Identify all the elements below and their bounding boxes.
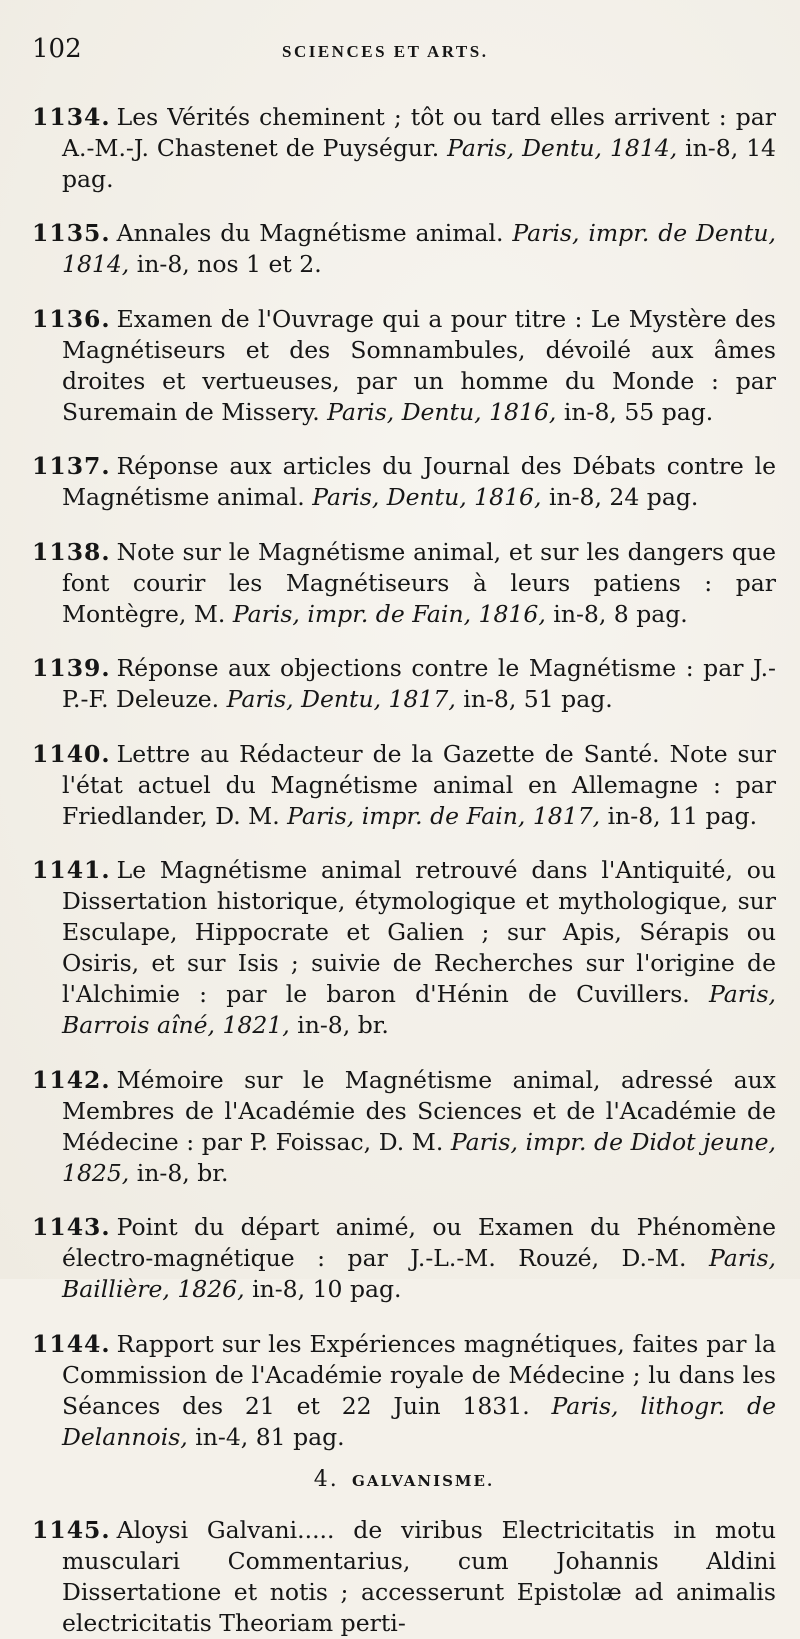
entry-text: Point du départ animé, ou Examen du Phénomène électro-magnétique : par J.-L.-M. Rouzé, D.-M. [62,1213,776,1272]
entry-number: 1141. [32,856,111,884]
entry-number: 1142. [32,1065,111,1094]
entry-number: 1135. [32,219,111,247]
bibliography-entry [32,218,776,280]
bibliography-entry [32,1329,776,1453]
entry-number: 1137. [32,452,111,480]
entry-imprint: Paris, Dentu, 1814, [447,133,678,162]
entry-text: Lettre au Rédacteur de la Gazette de Santé. Note sur l'état actuel du Magnétisme animal en Allemagne : par Friedlander, D. M. [62,739,776,830]
entry-details: in-8, 8 pag. [553,599,688,628]
entry-text: Rapport sur les Expériences magnétiques, faites par la Commission de l'Académie royale de Médecine ; lu dans les Séances des 21 et 22 Juin 1831. [62,1329,776,1420]
entry-text: Le Magnétisme animal retrouvé dans l'Antiquité, ou Dissertation historique, étymologique et mythologique, sur Esculape, Hippocrate et Galien ; sur Apis, Sérapis ou Osiris, et sur Isis ; suivie de Recherches sur l'origine de l'Alchimie : par le baron d'Hénin de Cuvillers. [62,856,776,1008]
entry-number: 1145. [32,1516,111,1544]
entry-details: in-8, 11 pag. [607,801,758,830]
entry-details: in-8, 55 pag. [563,397,714,426]
entry-text: Mémoire sur le Magnétisme animal, adressé aux Membres de l'Académie des Sciences et de l'Académie de Médecine : par P. Foissac, D. M. [62,1065,776,1156]
section-number: 4. [313,1466,339,1492]
entry-details: in-8, br. [136,1158,229,1187]
entry-details: in-8, nos 1 et 2. [136,250,322,278]
running-head [32,34,776,78]
entry-number: 1143. [32,1213,111,1241]
section-title: GALVANISME. [352,1471,495,1490]
entry-number: 1136. [32,304,111,333]
entry-number: 1138. [32,537,111,566]
entry-number: 1139. [32,654,111,682]
entry-imprint: Paris, Baillière, 1826, [62,1244,776,1303]
bibliography-entry [32,102,776,195]
entry-number: 1144. [32,1329,111,1358]
bibliography-entry [32,1065,776,1189]
section-heading [32,1467,776,1492]
bibliography-entry [32,1212,776,1305]
entry-text: Annales du Magnétisme animal. [116,219,504,247]
page-number: 102 [32,34,82,64]
entry-imprint: Paris, Barrois aîné, 1821, [62,980,776,1039]
bibliography-list [32,102,776,1453]
bibliography-entry [32,451,776,513]
bibliography-entry [32,739,776,832]
entry-details: in-8, 14 pag. [62,133,776,193]
entry-text: Examen de l'Ouvrage qui a pour titre : Le Mystère des Magnétiseurs et des Somnambules, dévoilé aux âmes droites et vertueuses, par un homme du Monde : par Suremain de Missery. [62,304,776,426]
entry-details: in-8, 51 pag. [463,685,613,713]
entry-imprint: Paris, impr. de Fain, 1816, [232,599,546,628]
entry-imprint: Paris, Dentu, 1817, [226,685,456,713]
bibliography-entry [32,855,776,1041]
entry-imprint: Paris, Dentu, 1816, [327,397,557,426]
entry-imprint: Paris, impr. de Fain, 1817, [287,801,601,830]
entry-text: Les Vérités cheminent ; tôt ou tard elles arrivent : par A.-M.-J. Chastenet de Puységur. [62,102,776,162]
running-title: SCIENCES ET ARTS. [282,42,489,61]
entry-number: 1140. [32,739,111,768]
bibliography-entry [32,537,776,630]
entry-details: in-8, 24 pag. [548,483,699,511]
entry-details: in-4, 81 pag. [195,1422,345,1451]
entry-text: Note sur le Magnétisme animal, et sur les dangers que font courir les Magnétiseurs à leurs patiens : par Montègre, M. [62,537,776,628]
entry-imprint: Paris, impr. de Didot jeune, 1825, [62,1127,776,1187]
entry-text: Réponse aux articles du Journal des Débats contre le Magnétisme animal. [62,452,776,511]
entry-text: Aloysi Galvani..... de viribus Electricitatis in motu musculari Commentarius, cum Johannis Aldini Dissertatione et notis ; accesserunt Epistolæ ad animalis electricitatis Theoriam perti- [62,1516,776,1637]
entry-details: in-8, 10 pag. [252,1275,402,1303]
entry-details: in-8, br. [297,1011,389,1039]
bibliography-entry [32,304,776,428]
entry-imprint: Paris, Dentu, 1816, [312,483,542,511]
entry-imprint: Paris, lithogr. de Delannois, [62,1391,776,1451]
entry-imprint: Paris, impr. de Dentu, 1814, [62,219,776,278]
entry-text: Réponse aux objections contre le Magnétisme : par J.-P.-F. Deleuze. [62,654,776,713]
bibliography-entry [32,653,776,715]
bibliography-list-galvanisme [32,1515,776,1639]
entry-number: 1134. [32,102,111,131]
bibliography-entry [32,1515,776,1639]
